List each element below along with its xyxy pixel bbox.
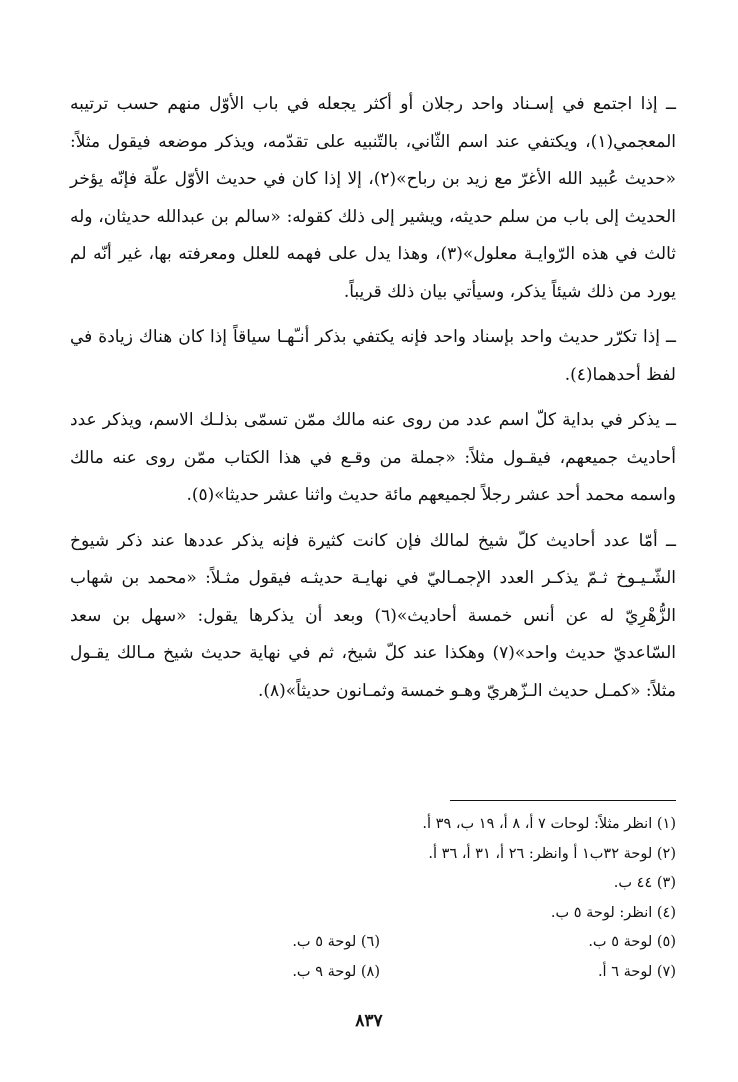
footnote: (٧) لوحة ٦ أ.	[597, 963, 676, 980]
page-body	[70, 86, 676, 710]
footnote: (٣) ٤٤ ب.	[613, 875, 676, 891]
footnote: (٥) لوحة ٥ ب.	[588, 934, 676, 950]
footnote-row	[70, 958, 676, 988]
footnote-row	[70, 928, 676, 958]
paragraph: ــ يذكر في بداية كلّ اسم عدد من روى عنه مالك ممّن تسمّى بذلـك الاسم، ويذكر عدد أحاديث جميعهم، فيقـول مثلاً: «جملة من وقـع في هذا الكتاب ممّن روى عنه مالك واسمه محمد أحد عشر رجلاً لجميعهم مائة حديث واثنا عشر حديثا»(٥).	[70, 410, 676, 505]
page-number: ٨٣٧	[355, 1011, 383, 1031]
footnote: (٤) انظر: لوحة ٥ ب.	[550, 904, 676, 921]
footnote: (١) انظر مثلاً: لوحات ٧ أ، ٨ أ، ١٩ ب، ٣٩ أ.	[422, 816, 676, 832]
footnote: (٢) لوحة ٣٢ب١ أ وانظر: ٢٦ أ، ٣١ أ، ٣٦ أ.	[428, 845, 676, 862]
paragraph: ــ أمّا عدد أحاديث كلّ شيخ لمالك فإن كانت كثيرة فإنه يذكر عددها عند ذكر شيوخ الشّـيـوخ ثـمّ يذكـر العدد الإجمـاليّ في نهايـة حديثـه فيقول مثـلاً: «محمد بن شهاب الزُّهْرِيّ له عن أنس خمسة أحاديث»(٦) وبعد أن يذكرها يقول: «سهل بن سعد السّاعديّ حديث واحد»(٧) وهكذا عند كلّ شيخ، ثم في نهاية حديث شيخ مـالك يقـول مثلاً: «كمـل حديث الـزّهريّ وهـو خمسة وثمـانون حديثاً»(٨).	[70, 530, 677, 701]
paragraph: ــ إذا تكرّر حديث واحد بإسناد واحد فإنه يكتفي بذكر أنـّهـا سياقاً إذا كان هناك زيادة في لفظ أحدهما(٤).	[70, 327, 676, 385]
footnote-divider	[450, 800, 676, 801]
paragraph: ــ إذا اجتمع في إسـناد واحد رجلان أو أكثر يجعله في باب الأوّل منهم حسب ترتيبه المعجمي(١)، ويكتفي عند اسم الثّاني، بالتّنبيه على تقدّمه، ويذكر موضعه فيقول مثلاً: «حديث عُبيد الله الأغرّ مع زيد بن رباح»(٢)، إلا إذا كان في حديث الأوّل علّة فإنّه يؤخر الحديث إلى باب من سلم حديثه، ويشير إلى ذلك كقوله: «سالم بن عبدالله حديثان، وله ثالث في هذه الرّوايـة معلول»(٣)، وهذا يدل على فهمه للعلل ومعرفته بها، غير أنّه لم يورد من ذلك شيئاً يذكر، وسيأتي بيان ذلك قريباً.	[70, 94, 676, 302]
footnotes	[70, 810, 676, 987]
footnote: (٨) لوحة ٩ ب.	[292, 963, 380, 980]
footnote: (٦) لوحة ٥ ب.	[292, 934, 380, 950]
